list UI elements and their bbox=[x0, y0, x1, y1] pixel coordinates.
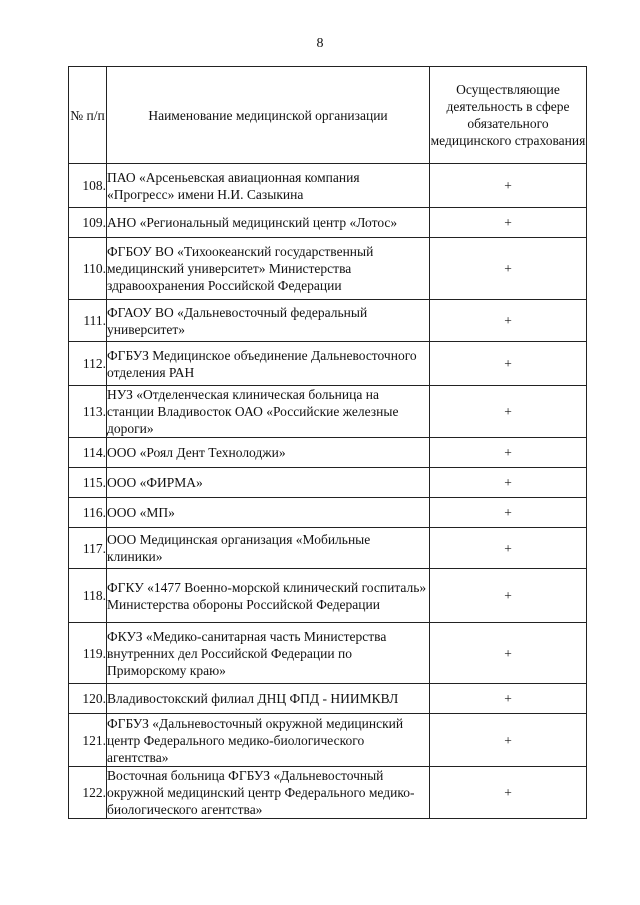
oms-mark: + bbox=[430, 386, 587, 438]
organization-name: ООО «ФИРМА» bbox=[107, 468, 430, 498]
oms-mark: + bbox=[430, 238, 587, 300]
row-number: 108. bbox=[69, 164, 107, 208]
table-row bbox=[69, 438, 587, 468]
oms-mark: + bbox=[430, 498, 587, 528]
organization-name: ФКУЗ «Медико-санитарная часть Министерства внутренних дел Российской Федерации по Приморскому краю» bbox=[107, 623, 430, 684]
oms-mark: + bbox=[430, 208, 587, 238]
table-row bbox=[69, 714, 587, 767]
header-number: № п/п bbox=[69, 67, 107, 164]
page-number: 8 bbox=[316, 36, 324, 51]
table-header-row bbox=[69, 67, 587, 164]
medical-organizations-table bbox=[68, 66, 587, 819]
row-number: 116. bbox=[69, 498, 107, 528]
table-row bbox=[69, 528, 587, 569]
oms-mark: + bbox=[430, 569, 587, 623]
organization-name: ФГАОУ ВО «Дальневосточный федеральный университет» bbox=[107, 300, 430, 342]
row-number: 118. bbox=[69, 569, 107, 623]
oms-mark: + bbox=[430, 468, 587, 498]
organization-name: ФГБОУ ВО «Тихоокеанский государственный медицинский университет» Министерства здравоохранения Российской Федерации bbox=[107, 238, 430, 300]
table-row bbox=[69, 386, 587, 438]
organization-name: Владивостокский филиал ДНЦ ФПД - НИИМКВЛ bbox=[107, 684, 430, 714]
header-organization-name: Наименование медицинской организации bbox=[107, 67, 430, 164]
oms-mark: + bbox=[430, 438, 587, 468]
oms-mark: + bbox=[430, 164, 587, 208]
oms-mark: + bbox=[430, 684, 587, 714]
row-number: 109. bbox=[69, 208, 107, 238]
row-number: 114. bbox=[69, 438, 107, 468]
oms-mark: + bbox=[430, 300, 587, 342]
row-number: 110. bbox=[69, 238, 107, 300]
table-row bbox=[69, 498, 587, 528]
organization-name: ФГКУ «1477 Военно-морской клинический госпиталь» Министерства обороны Российской Федерации bbox=[107, 569, 430, 623]
header-oms-activity: Осуществляющие деятельность в сфере обязательного медицинского страхования bbox=[430, 67, 587, 164]
row-number: 115. bbox=[69, 468, 107, 498]
table-row bbox=[69, 208, 587, 238]
row-number: 119. bbox=[69, 623, 107, 684]
organization-name: ФГБУЗ «Дальневосточный окружной медицинский центр Федерального медико-биологического агентства» bbox=[107, 714, 430, 767]
table-row bbox=[69, 569, 587, 623]
oms-mark: + bbox=[430, 767, 587, 819]
table-row bbox=[69, 164, 587, 208]
organization-name: ООО «Роял Дент Технолоджи» bbox=[107, 438, 430, 468]
table-row bbox=[69, 342, 587, 386]
row-number: 111. bbox=[69, 300, 107, 342]
row-number: 112. bbox=[69, 342, 107, 386]
row-number: 120. bbox=[69, 684, 107, 714]
oms-mark: + bbox=[430, 623, 587, 684]
organization-name: Восточная больница ФГБУЗ «Дальневосточный окружной медицинский центр Федерального медико-биологического агентства» bbox=[107, 767, 430, 819]
organization-name: ФГБУЗ Медицинское объединение Дальневосточного отделения РАН bbox=[107, 342, 430, 386]
organization-name: АНО «Региональный медицинский центр «Лотос» bbox=[107, 208, 430, 238]
organization-name: НУЗ «Отделенческая клиническая больница на станции Владивосток ОАО «Российские железные дороги» bbox=[107, 386, 430, 438]
oms-mark: + bbox=[430, 714, 587, 767]
table-row bbox=[69, 300, 587, 342]
row-number: 117. bbox=[69, 528, 107, 569]
table-row bbox=[69, 238, 587, 300]
table-body bbox=[69, 164, 587, 819]
oms-mark: + bbox=[430, 342, 587, 386]
table-row bbox=[69, 767, 587, 819]
oms-mark: + bbox=[430, 528, 587, 569]
organization-name: ООО Медицинская организация «Мобильные клиники» bbox=[107, 528, 430, 569]
row-number: 122. bbox=[69, 767, 107, 819]
row-number: 121. bbox=[69, 714, 107, 767]
organization-name: ПАО «Арсеньевская авиационная компания «Прогресс» имени Н.И. Сазыкина bbox=[107, 164, 430, 208]
table-row bbox=[69, 684, 587, 714]
organization-name: ООО «МП» bbox=[107, 498, 430, 528]
row-number: 113. bbox=[69, 386, 107, 438]
table-row bbox=[69, 623, 587, 684]
table-row bbox=[69, 468, 587, 498]
